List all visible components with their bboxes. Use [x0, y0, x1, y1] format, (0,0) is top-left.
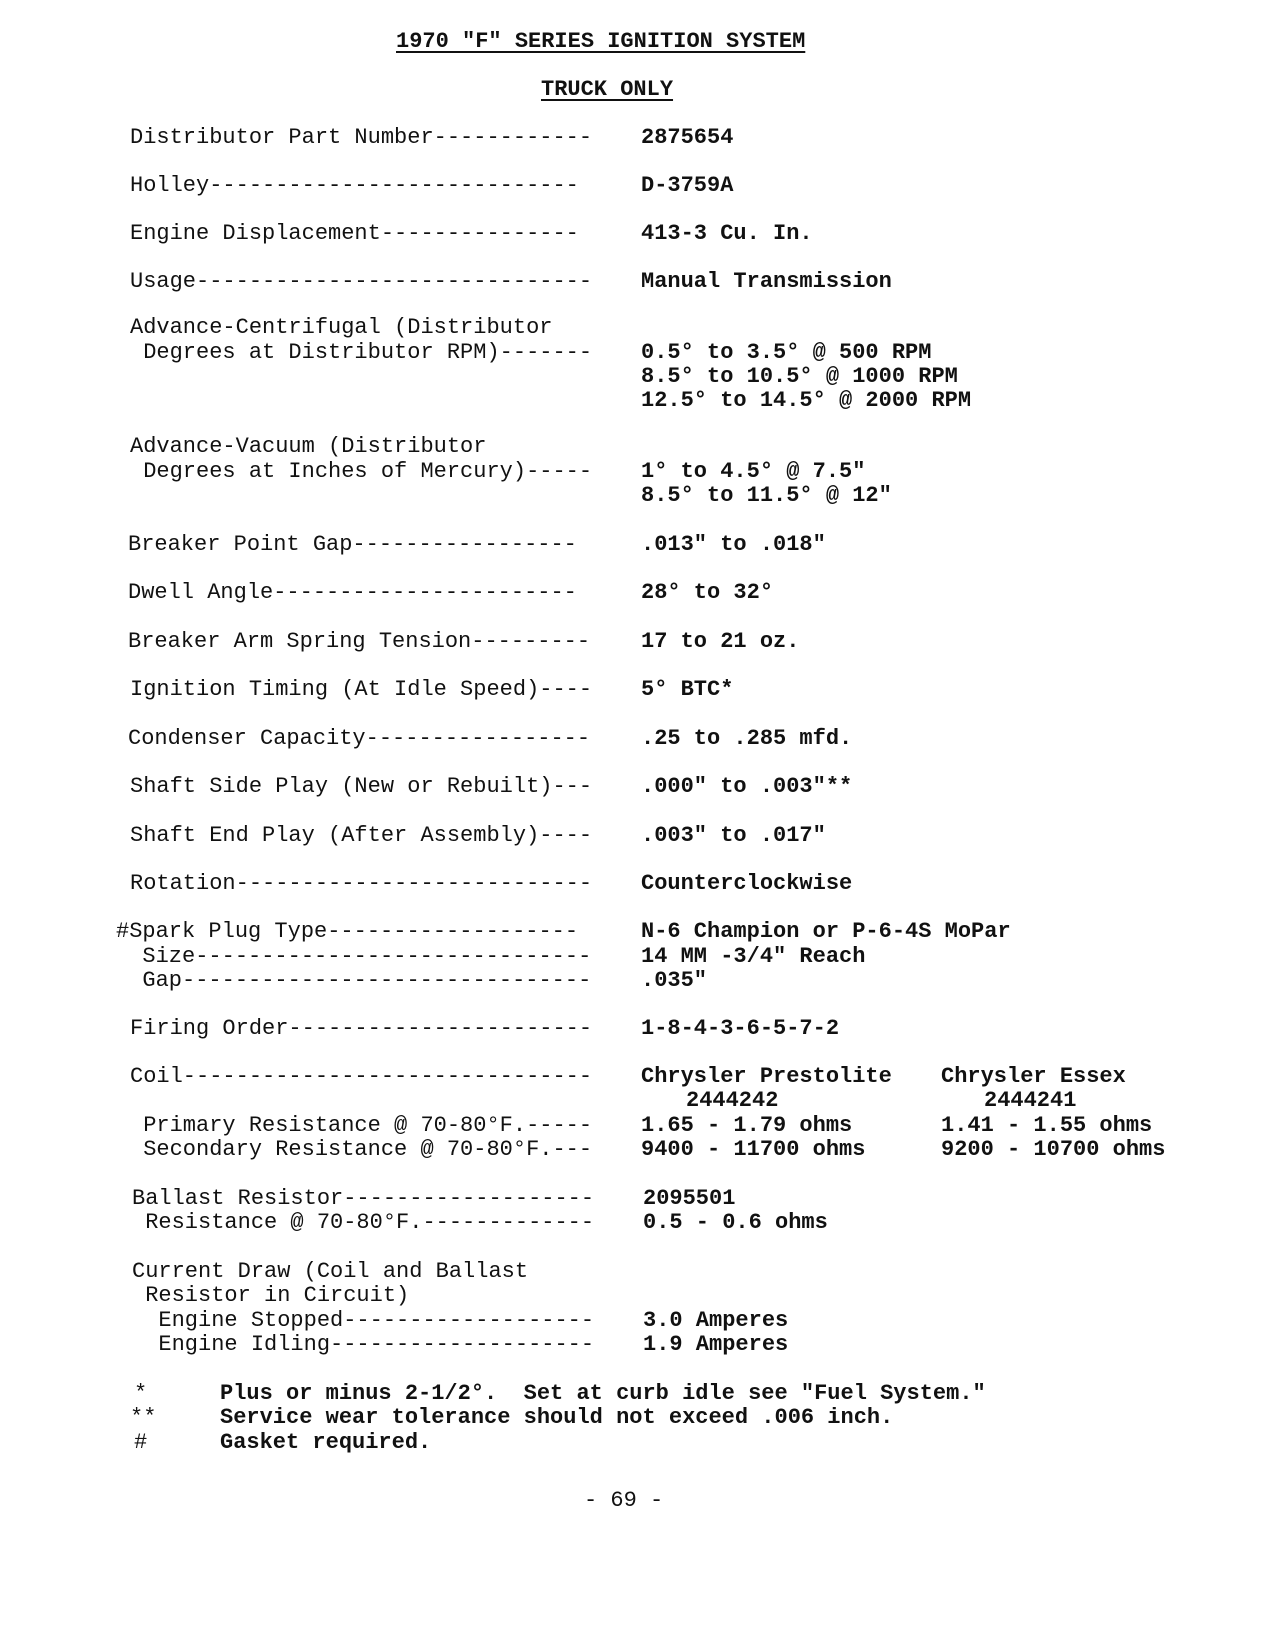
- timing-value: 5° BTC*: [641, 677, 734, 702]
- coil-col1-part: 2444242: [686, 1088, 779, 1113]
- page-subtitle: TRUCK ONLY: [541, 77, 674, 102]
- spark-plug-size-value: 14 MM -3/4" Reach: [641, 944, 866, 969]
- displacement-label: Engine Displacement---------------: [130, 221, 579, 246]
- advance-vacuum-label-2: Degrees at Inches of Mercury)-----: [130, 459, 593, 484]
- holley-value: D-3759A: [641, 173, 734, 198]
- advance-centrifugal-label-2: Degrees at Distributor RPM)-------: [130, 340, 593, 365]
- spark-plug-gap-label: Gap-------------------------------: [116, 968, 592, 993]
- usage-value: Manual Transmission: [641, 269, 892, 294]
- footnote-text: Plus or minus 2-1/2°. Set at curb idle see "Fuel System.": [220, 1381, 986, 1406]
- side-play-value: .000" to .003"**: [641, 774, 853, 799]
- footnote-mark: **: [130, 1405, 157, 1430]
- footnote-mark: *: [134, 1381, 148, 1406]
- rotation-value: Counterclockwise: [641, 871, 853, 896]
- engine-stopped-label: Engine Stopped-------------------: [132, 1308, 595, 1333]
- advance-vacuum-value: 1° to 4.5° @ 7.5": [641, 459, 866, 484]
- spark-plug-type-value: N-6 Champion or P-6-4S MoPar: [641, 919, 1011, 944]
- coil-primary-col2: 1.41 - 1.55 ohms: [941, 1113, 1153, 1138]
- spark-plug-size-label: Size------------------------------: [116, 944, 592, 969]
- condenser-value: .25 to .285 mfd.: [641, 726, 853, 751]
- spring-tension-value: 17 to 21 oz.: [641, 629, 800, 654]
- advance-vacuum-value: 8.5° to 11.5° @ 12": [641, 483, 892, 508]
- engine-idling-label: Engine Idling--------------------: [132, 1332, 595, 1357]
- engine-stopped-value: 3.0 Amperes: [643, 1308, 789, 1333]
- timing-label: Ignition Timing (At Idle Speed)----: [130, 677, 593, 702]
- footnote-text: Gasket required.: [220, 1430, 432, 1455]
- current-draw-label-2: Resistor in Circuit): [132, 1283, 410, 1308]
- coil-primary-col1: 1.65 - 1.79 ohms: [641, 1113, 853, 1138]
- footnote-mark: #: [134, 1430, 148, 1455]
- distributor-label: Distributor Part Number------------: [130, 125, 593, 150]
- current-draw-label-1: Current Draw (Coil and Ballast: [132, 1259, 529, 1284]
- coil-col2-part: 2444241: [984, 1088, 1077, 1113]
- advance-centrifugal-value: 12.5° to 14.5° @ 2000 RPM: [641, 388, 972, 413]
- footnote-text: Service wear tolerance should not exceed .006 inch.: [220, 1405, 894, 1430]
- rotation-label: Rotation---------------------------: [130, 871, 593, 896]
- advance-centrifugal-value: 8.5° to 10.5° @ 1000 RPM: [641, 364, 958, 389]
- spark-plug-type-label: #Spark Plug Type-------------------: [116, 919, 579, 944]
- firing-order-label: Firing Order-----------------------: [130, 1016, 593, 1041]
- coil-label: Coil-------------------------------: [130, 1064, 593, 1089]
- spark-plug-gap-value: .035": [641, 968, 708, 993]
- ballast-label: Ballast Resistor-------------------: [132, 1186, 595, 1211]
- advance-vacuum-label-1: Advance-Vacuum (Distributor: [130, 434, 487, 459]
- usage-label: Usage------------------------------: [130, 269, 593, 294]
- ballast-resistance-value: 0.5 - 0.6 ohms: [643, 1210, 828, 1235]
- page-title: 1970 "F" SERIES IGNITION SYSTEM: [396, 29, 806, 54]
- side-play-label: Shaft Side Play (New or Rebuilt)---: [130, 774, 593, 799]
- dwell-value: 28° to 32°: [641, 580, 774, 605]
- coil-secondary-label: Secondary Resistance @ 70-80°F.---: [130, 1137, 593, 1162]
- firing-order-value: 1-8-4-3-6-5-7-2: [641, 1016, 840, 1041]
- distributor-value: 2875654: [641, 125, 734, 150]
- coil-secondary-col1: 9400 - 11700 ohms: [641, 1137, 866, 1162]
- breaker-gap-value: .013" to .018": [641, 532, 826, 557]
- coil-col2-name: Chrysler Essex: [941, 1064, 1126, 1089]
- end-play-value: .003" to .017": [641, 823, 826, 848]
- page-number: - 69 -: [584, 1488, 664, 1513]
- dwell-label: Dwell Angle-----------------------: [128, 580, 577, 605]
- holley-label: Holley----------------------------: [130, 173, 579, 198]
- coil-primary-label: Primary Resistance @ 70-80°F.-----: [130, 1113, 593, 1138]
- ballast-value: 2095501: [643, 1186, 736, 1211]
- engine-idling-value: 1.9 Amperes: [643, 1332, 789, 1357]
- end-play-label: Shaft End Play (After Assembly)----: [130, 823, 593, 848]
- condenser-label: Condenser Capacity-----------------: [128, 726, 591, 751]
- spring-tension-label: Breaker Arm Spring Tension---------: [128, 629, 591, 654]
- advance-centrifugal-value: 0.5° to 3.5° @ 500 RPM: [641, 340, 932, 365]
- breaker-gap-label: Breaker Point Gap-----------------: [128, 532, 577, 557]
- coil-secondary-col2: 9200 - 10700 ohms: [941, 1137, 1166, 1162]
- advance-centrifugal-label-1: Advance-Centrifugal (Distributor: [130, 315, 553, 340]
- ballast-resistance-label: Resistance @ 70-80°F.-------------: [132, 1210, 595, 1235]
- displacement-value: 413-3 Cu. In.: [641, 221, 813, 246]
- coil-col1-name: Chrysler Prestolite: [641, 1064, 892, 1089]
